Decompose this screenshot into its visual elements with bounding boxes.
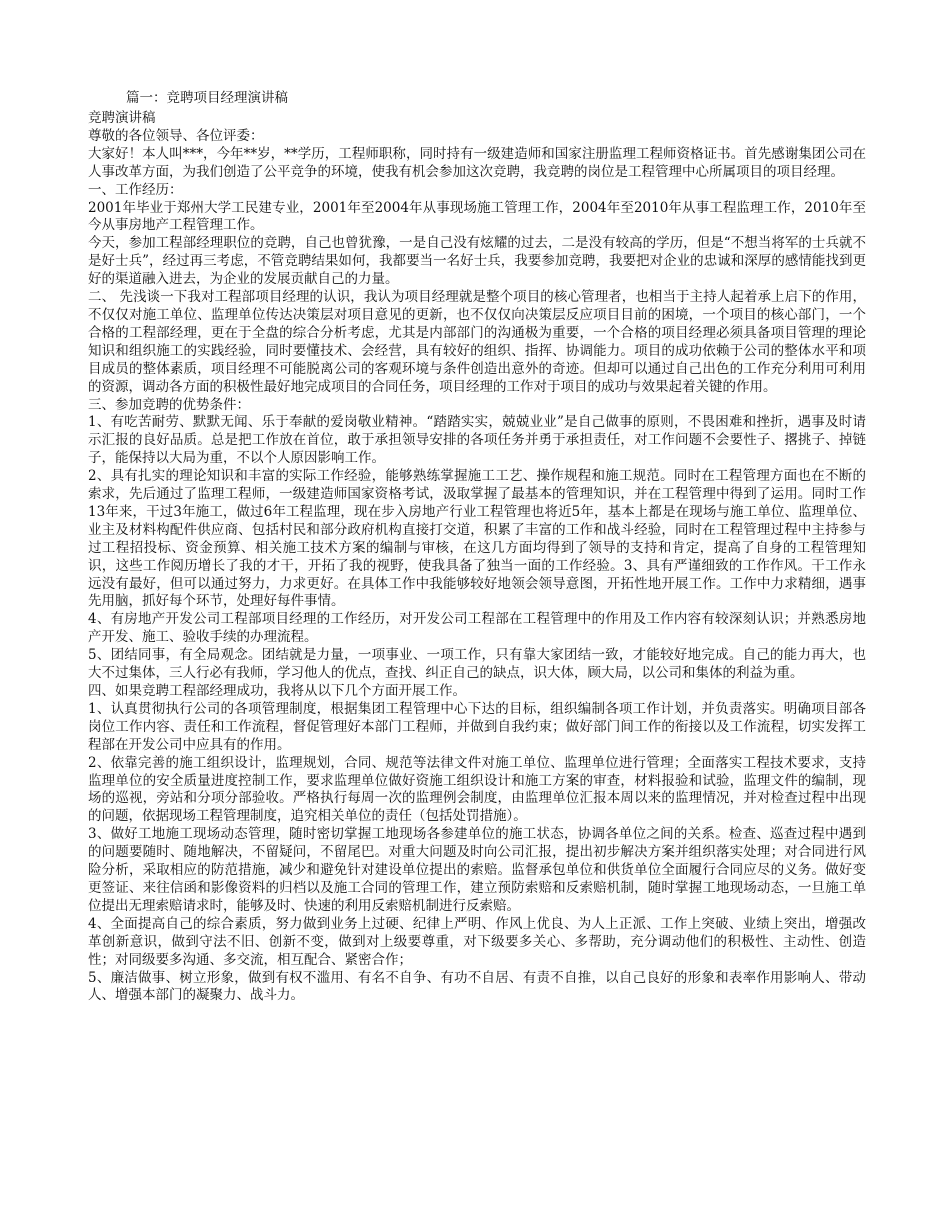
strength-item-5: 5、团结同事，有全局观念。团结就是力量，一项事业、一项工作，只有靠大家团结一致，才能较好地完成。自己的能力再大，也大不过集体，三人行必有我师，学习他人的优点，查找、纠正自己的缺点，识大体，顾大局，以公司和集体的利益为重。 <box>88 647 866 682</box>
speech-heading: 竞聘演讲稿 <box>88 110 156 126</box>
section-understanding-role: 二、 先浅谈一下我对工程部项目经理的认识，我认为项目经理就是整个项目的核心管理者，也相当于主持人起着承上启下的作用，不仅仅对施工单位、监理单位传达决策层对项目意见的更新，也不仅仅向决策层反应项目目前的困境，一个项目的核心部门，一个合格的工程部经理，更在于全盘的综合分析考虑，尤其是内部部门的沟通极为重要，一个合格的项目经理必须具备项目管理的理论知识和组织施工的实践经验，同时要懂技术、会经营，具有较好的组织、指挥、协调能力。项目的成功依赖于公司的整体水平和项目成员的整体素质，项目经理不可能脱离公司的客观环境与条件创造出意外的奇迹。但却可以通过自己出色的工作充分利用可利用的资源，调动各方面的积极性最好地完成项目的合同任务，项目经理的工作对于项目的成功与效果起着关键的作用。 <box>88 289 866 395</box>
salutation: 尊敬的各位领导、各位评委： <box>88 127 264 144</box>
plan-item-4: 4、全面提高自己的综合素质，努力做到业务上过硬、纪律上严明、作风上优良、为人上正派、工作上突破、业绩上突出，增强改革创新意识，做到守法不旧、创新不变，做到对上级要尊重，对下级要多关心、多帮助，充分调动他们的积极性、主动性、创造性；对同级要多沟通、多交流，相互配合、紧密合作； <box>88 915 866 968</box>
section-heading-experience: 一、工作经历： <box>88 181 183 198</box>
work-history: 2001年毕业于郑州大学工民建专业，2001年至2004年从事现场施工管理工作，2004年至2010年从事工程监理工作，2010年至今从事房地产工程管理工作。 <box>88 199 866 234</box>
motivation-paragraph: 今天，参加工程部经理职位的竞聘，自己也曾犹豫，一是自己没有炫耀的过去，二是没有较高的学历，但是“不想当将军的士兵就不是好士兵”，经过再三考虑，不管竞聘结果如何，我都要当一名好士兵，我要参加竞聘，我要把对企业的忠诚和深厚的感情能找到更好的渠道融入进去，为企业的发展贡献自己的力量。 <box>88 235 866 288</box>
section-heading-strengths: 三、参加竞聘的优势条件： <box>88 396 250 413</box>
plan-item-1: 1、认真贯彻执行公司的各项管理制度，根据集团工程管理中心下达的目标，组织编制各项工作计划，并负责落实。明确项目部各岗位工作内容、责任和工作流程，督促管理好本部门工程师，并做到自我约束；做好部门间工作的衔接以及工作流程，切实发挥工程部在开发公司中应具有的作用。 <box>88 700 866 753</box>
strength-item-1: 1、有吃苦耐劳、默默无闻、乐于奉献的爱岗敬业精神。“踏踏实实，兢兢业业”是自己做事的原则，不畏困难和挫折，遇事及时请示汇报的良好品质。总是把工作放在首位，敢于承担领导安排的各项任务并勇于承担责任，对工作问题不会要性子、撂挑子、掉链子，能保持以大局为重，不以个人原因影响工作。 <box>88 414 866 467</box>
self-introduction: 大家好！本人叫***，今年**岁，**学历，工程师职称，同时持有一级建造师和国家注册监理工程师资格证书。首先感谢集团公司在人事改革方面，为我们创造了公平竞争的环境，使我有机会参加这次竞聘，我竞聘的岗位是工程管理中心所属项目的项目经理。 <box>88 145 866 180</box>
section-heading-plan: 四、如果竞聘工程部经理成功，我将从以下几个方面开展工作。 <box>88 683 466 699</box>
document-title: 篇一：竞聘项目经理演讲稿 <box>126 90 288 106</box>
plan-item-2: 2、依靠完善的施工组织设计，监理规划，合同、规范等法律文件对施工单位、监理单位进行管理；全面落实工程技术要求，支持监理单位的安全质量进度控制工作，要求监理单位做好资施工组织设计和施工方案的审查，材料报验和试验，监理文件的编制，现场的巡视，旁站和分项分部验收。严格执行每周一次的监理例会制度，由监理单位汇报本周以来的监理情况，并对检查过程中出现的问题，依据现场工程管理制度，追究相关单位的责任（包括处罚措施）。 <box>88 754 866 825</box>
strength-item-4: 4、有房地产开发公司工程部项目经理的工作经历，对开发公司工程部在工程管理中的作用及工作内容有较深刻认识；并熟悉房地产开发、施工、验收手续的办理流程。 <box>88 611 866 646</box>
document-page <box>88 88 866 1005</box>
plan-item-3: 3、做好工地施工现场动态管理，随时密切掌握工地现场各参建单位的施工状态，协调各单位之间的关系。检查、巡查过程中遇到的问题要随时、随地解决，不留疑问，不留尾巴。对重大问题及时向公司汇报，提出初步解决方案并组织落实处理；对合同进行风险分析，采取相应的防范措施，减少和避免针对建设单位提出的索赔。监督承包单位和供货单位全面履行合同应尽的义务。做好变更签证、来往信函和影像资料的归档以及施工合同的管理工作，建立预防索赔和反索赔机制，随时掌握工地现场动态，一旦施工单位提出无理索赔请求时，能够及时、快速的利用反索赔机制进行反索赔。 <box>88 826 866 914</box>
plan-item-5: 5、廉洁做事、树立形象，做到有权不滥用、有名不自争、有功不自居、有责不自推，以自己良好的形象和表率作用影响人、带动人、增强本部门的凝聚力、战斗力。 <box>88 969 866 1004</box>
strength-item-2-3: 2、具有扎实的理论知识和丰富的实际工作经验，能够熟练掌握施工工艺、操作规程和施工规范。同时在工程管理方面也在不断的索求，先后通过了监理工程师，一级建造师国家资格考试，汲取掌握了最基本的管理知识，并在工程管理中得到了运用。同时工作13年来，干过3年施工，做过6年工程监理，现在步入房地产行业工程管理也将近5年，基本上都是在现场与施工单位、监理单位、业主及材料构配件供应商、包括村民和部分政府机构直接打交道，积累了丰富的工作和战斗经验，同时在工程管理过程中主持参与过工程招投标、资金预算、相关施工技术方案的编制与审核，在这几方面均得到了领导的支持和肯定，提高了自身的工程管理知识，这些工作阅历增长了我的才干，开拓了我的视野，使我具备了独当一面的工作经验。3、具有严谨细致的工作作风。干工作永远没有最好，但可以通过努力，力求更好。在具体工作中我能够较好地领会领导意图，开拓性地开展工作。工作中力求精细，遇事先用脑，抓好每个环节，处理好每件事情。 <box>88 468 866 610</box>
